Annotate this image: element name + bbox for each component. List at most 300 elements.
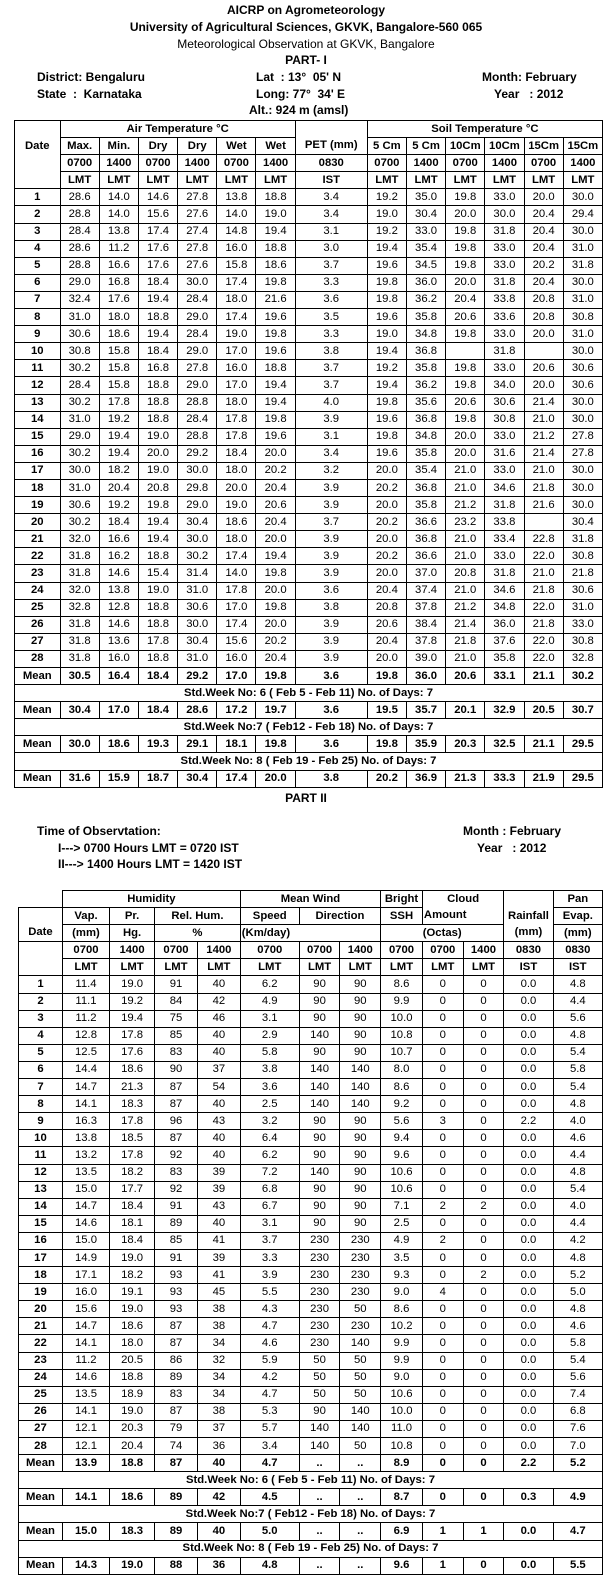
wet-1400-cell: 19.0 [256,206,295,223]
rel-hum-1400-cell: 39 [197,1249,240,1266]
vap-pressure-cell: 12.1 [62,1420,109,1437]
wet-1400-mean: 19.7 [256,702,295,719]
rel-hum-1400-cell: 36 [197,1438,240,1455]
max-temp-cell: 31.0 [60,479,99,496]
wet-0700-cell: 16.0 [217,240,256,257]
soil-5cm-1400-cell: 34.8 [406,326,445,343]
vap-pressure-mean: 13.9 [62,1455,109,1472]
part1-temperature-table [14,120,603,788]
cloud-1400-mean: 0 [463,1489,504,1506]
cloud-1400-mean: 0 [463,1455,504,1472]
wind-speed-cell: 5.9 [240,1352,299,1369]
dry-1400-cell: 31.4 [178,565,217,582]
date-cell: 21 [19,1318,63,1335]
rel-hum-0700-cell: 83 [155,1164,198,1181]
ssh-cell: 8.6 [381,976,423,993]
date-cell: 1 [15,189,61,206]
wet-1400-cell: 19.6 [256,428,295,445]
rainfall-mean: 2.2 [504,1455,553,1472]
wind-dir-1400-cell: 230 [340,1318,381,1335]
wet-1400-header: Wet [256,138,295,155]
rel-hum-0700-cell: 75 [155,1010,198,1027]
rel-hum-0700-cell: 89 [155,1369,198,1386]
rel-hum-1400-mean: 42 [197,1489,240,1506]
soil-10cm-1400-cell: 31.8 [485,223,524,240]
rainfall-cell: 0.0 [504,1181,553,1198]
pan-evap-cell: 4.8 [553,1096,602,1113]
wind-speed-time: 0700 [240,942,299,959]
rel-hum-1400-cell: 40 [197,1147,240,1164]
min-temp-cell: 18.0 [99,309,138,326]
rainfall-mean: 0.0 [504,1523,553,1540]
table-row [19,1386,603,1403]
wet-0700-cell: 17.4 [217,274,256,291]
wind-speed-cell: 2.9 [240,1027,299,1044]
wet-0700-cell: 14.0 [217,206,256,223]
soil-15cm-1400-cell: 32.8 [563,650,602,667]
rel-hum-0700-cell: 90 [155,1061,198,1078]
rainfall-header: Rainfall [504,908,553,925]
soil-10cm-1400-cell: 31.8 [485,565,524,582]
soil-10cm-1400-mean: 32.9 [485,702,524,719]
max-temp-cell: 28.8 [60,206,99,223]
min-temp-cell: 14.0 [99,189,138,206]
ssh-cell: 2.5 [381,1215,423,1232]
cloud-1400-mean: 1 [463,1523,504,1540]
min-temp-cell: 18.2 [99,462,138,479]
date-cell: 8 [15,309,61,326]
table-row [15,462,603,479]
observation-title: Meteorological Observation at GKVK, Bangalore [177,37,435,51]
pet-cell: 3.9 [295,411,367,428]
mean-label: Mean [15,736,61,753]
wind-dir-1400-cell: 90 [340,976,381,993]
soil-15cm-1400-cell: 33.0 [563,616,602,633]
table-row [15,599,603,616]
min-temp-cell: 13.6 [99,633,138,650]
rainfall-cell: 0.0 [504,1147,553,1164]
wind-speed-cell: 5.3 [240,1403,299,1420]
date-header-blank-p2b [19,959,63,976]
vap-pressure-cell: 14.7 [62,1079,109,1096]
wind-dir-0700-cell: 90 [299,1147,340,1164]
cloud-0700-cell: 0 [422,1130,463,1147]
vap-pressure-cell: 11.2 [62,1352,109,1369]
max-temp-cell: 31.8 [60,616,99,633]
wind-speed-cell: 3.6 [240,1079,299,1096]
soil-15cm-0700-cell: 20.0 [524,326,563,343]
dry-0700-header: Dry [138,138,177,155]
pressure-hg-cell: 18.9 [110,1386,155,1403]
table-row [15,565,603,582]
date-cell: 24 [15,582,61,599]
soil-5cm-1400-cell: 35.8 [406,445,445,462]
wet-1400-cell: 19.6 [256,309,295,326]
cloud-0700-cell: 0 [422,1420,463,1437]
wind-speed-cell: 4.9 [240,993,299,1010]
wind-dir-0700-cell: 90 [299,1010,340,1027]
rel-hum-0700-time-ref: LMT [155,959,198,976]
wind-dir-0700-cell: 230 [299,1267,340,1284]
soil-15cm-0700-cell: 21.4 [524,394,563,411]
dry-1400-cell: 30.4 [178,514,217,531]
vap-pressure-cell: 14.1 [62,1403,109,1420]
longitude-label: Long: 77° 34' E [256,87,346,101]
dry-1400-cell: 28.4 [178,411,217,428]
soil-10cm-1400-cell: 30.6 [485,394,524,411]
rel-hum-1400-cell: 46 [197,1010,240,1027]
soil-10cm-0700-cell: 21.4 [446,616,485,633]
max-temp-time: 0700 [60,155,99,172]
vap-pressure-mean: 14.1 [62,1489,109,1506]
vap-pressure-cell: 14.6 [62,1369,109,1386]
min-temp-cell: 15.8 [99,360,138,377]
rel-hum-0700-mean: 87 [155,1455,198,1472]
soil-10cm-1400-cell: 33.0 [485,189,524,206]
soil-5cm-0700-cell: 20.0 [367,462,406,479]
wind-speed-cell: 7.2 [240,1164,299,1181]
wind-dir-1400-cell: 140 [340,1079,381,1096]
wet-1400-cell: 21.6 [256,291,295,308]
wind-dir-0700-cell: 140 [299,1061,340,1078]
wet-0700-cell: 15.6 [217,633,256,650]
rel-hum-1400-cell: 40 [197,1215,240,1232]
dry-1400-cell: 29.2 [178,445,217,462]
soil-15cm-0700-cell: 22.0 [524,599,563,616]
soil-15cm-0700-cell: 20.8 [524,309,563,326]
wind-dir-0700-cell: 90 [299,1130,340,1147]
mean-row [15,668,603,685]
ssh-cell: 5.6 [381,1113,423,1130]
rainfall-cell: 0.0 [504,1284,553,1301]
pan-evap-cell: 5.8 [553,1335,602,1352]
rainfall-cell: 0.0 [504,1301,553,1318]
table-row [19,1198,603,1215]
cloud-0700-cell: 0 [422,1249,463,1266]
cloud-1400-cell: 0 [463,1284,504,1301]
soil-10cm-1400-cell: 33.0 [485,360,524,377]
max-temp-cell: 31.8 [60,548,99,565]
soil-15cm-0700-cell: 21.0 [524,462,563,479]
soil-5cm-0700-cell: 19.2 [367,189,406,206]
soil-10cm-0700-cell: 19.8 [446,411,485,428]
soil-5cm-1400-cell: 35.8 [406,497,445,514]
date-cell: 22 [15,548,61,565]
date-header-blank-2 [15,172,61,189]
soil-10cm-0700-header: 10Cm [446,138,485,155]
cloud-unit: (Octas) [381,925,504,942]
pan-evap-cell: 4.2 [553,1232,602,1249]
soil-15cm-1400-cell: 30.0 [563,223,602,240]
soil-15cm-0700-time-ref: LMT [524,172,563,189]
dry-1400-time: 1400 [178,155,217,172]
date-cell: 28 [15,650,61,667]
date-cell: 18 [19,1267,63,1284]
soil-5cm-1400-cell: 36.2 [406,377,445,394]
soil-10cm-1400-cell: 35.8 [485,650,524,667]
dry-1400-mean: 30.4 [178,770,217,787]
date-cell: 16 [19,1232,63,1249]
table-row [15,206,603,223]
wet-1400-cell: 19.4 [256,223,295,240]
date-cell: 11 [19,1147,63,1164]
cloud-0700-mean: 1 [422,1523,463,1540]
pan-evap-cell: 4.8 [553,1301,602,1318]
cloud-1400-cell: 2 [463,1198,504,1215]
wind-speed-cell: 4.3 [240,1301,299,1318]
corner-blank [19,891,63,908]
soil-5cm-0700-cell: 20.0 [367,650,406,667]
soil-5cm-1400-cell: 36.8 [406,343,445,360]
wind-dir-0700-mean: .. [299,1489,340,1506]
rel-hum-1400-cell: 37 [197,1420,240,1437]
wind-speed-cell: 6.8 [240,1181,299,1198]
mean-wind-header: Mean Wind [240,891,380,908]
wind-dir-1400-cell: 90 [340,1044,381,1061]
wind-dir-0700-mean: .. [299,1557,340,1574]
date-cell: 11 [15,360,61,377]
dry-0700-cell: 19.0 [138,428,177,445]
wind-dir-1400-cell: 50 [340,1369,381,1386]
rel-hum-0700-cell: 91 [155,1198,198,1215]
rainfall-cell: 0.0 [504,1079,553,1096]
vap-pressure-cell: 14.6 [62,1215,109,1232]
soil-10cm-1400-mean: 33.1 [485,668,524,685]
pet-cell: 3.9 [295,497,367,514]
wind-unit: (Km/day) [240,925,380,942]
min-temp-cell: 15.8 [99,377,138,394]
pan-evap-cell: 5.4 [553,1181,602,1198]
cloud-1400-cell: 0 [463,1096,504,1113]
wind-dir-1400-cell: 140 [340,1061,381,1078]
wind-dir-0700-cell: 50 [299,1369,340,1386]
soil-10cm-1400-mean: 33.3 [485,770,524,787]
pressure-hg-cell: 19.0 [110,1249,155,1266]
cloud-1400-time-ref: LMT [463,959,504,976]
date-header-blank [15,155,61,172]
soil-5cm-0700-cell: 19.4 [367,343,406,360]
rel-hum-1400-cell: 54 [197,1079,240,1096]
dry-0700-cell: 19.4 [138,291,177,308]
pressure-hg-cell: 17.8 [110,1147,155,1164]
pressure-hg-time-ref: LMT [110,959,155,976]
pet-cell: 3.7 [295,377,367,394]
wet-0700-cell: 14.8 [217,223,256,240]
wet-0700-mean: 17.2 [217,702,256,719]
max-temp-mean: 30.5 [60,668,99,685]
soil-10cm-0700-cell: 19.8 [446,189,485,206]
pan-evap-cell: 4.8 [553,976,602,993]
soil-10cm-1400-cell: 33.4 [485,531,524,548]
speed-header: Speed [240,908,299,925]
soil-5cm-1400-cell: 35.4 [406,240,445,257]
soil-5cm-1400-cell: 34.8 [406,428,445,445]
wind-dir-1400-mean: .. [340,1455,381,1472]
soil-15cm-0700-mean: 20.5 [524,702,563,719]
rel-hum-0700-cell: 87 [155,1335,198,1352]
rel-hum-0700-cell: 89 [155,1215,198,1232]
date-header-blank-p2 [19,942,63,959]
date-cell: 27 [19,1420,63,1437]
date-cell: 8 [19,1096,63,1113]
rel-hum-1400-cell: 40 [197,1130,240,1147]
wet-1400-cell: 20.0 [256,616,295,633]
soil-5cm-1400-time: 1400 [406,155,445,172]
min-temp-header: Min. [99,138,138,155]
pet-header-top [295,121,367,138]
date-cell: 27 [15,633,61,650]
min-temp-time: 1400 [99,155,138,172]
pet-cell: 3.0 [295,240,367,257]
table-row [19,1010,603,1027]
cloud-0700-cell: 0 [422,1096,463,1113]
rainfall-cell: 0.0 [504,1027,553,1044]
wet-1400-cell: 20.4 [256,650,295,667]
dry-1400-cell: 30.0 [178,616,217,633]
wind-speed-cell: 5.5 [240,1284,299,1301]
soil-5cm-1400-cell: 36.2 [406,291,445,308]
soil-10cm-1400-cell: 30.8 [485,411,524,428]
rel-hum-1400-cell: 40 [197,976,240,993]
cloud-1400-cell: 0 [463,1147,504,1164]
wind-dir-0700-cell: 140 [299,1096,340,1113]
pet-cell: 3.4 [295,445,367,462]
ssh-mean: 9.6 [381,1557,423,1574]
std-week-label: Std.Week No: 6 ( Feb 5 - Feb 11) No. of Days: 7 [19,1472,603,1489]
wet-1400-mean: 19.8 [256,668,295,685]
date-cell: 7 [15,291,61,308]
soil-10cm-1400-cell: 33.0 [485,462,524,479]
wind-dir-1400-cell: 50 [340,1438,381,1455]
date-cell: 16 [15,445,61,462]
rainfall-cell: 0.0 [504,1198,553,1215]
soil-15cm-1400-cell: 31.0 [563,240,602,257]
wind-speed-cell: 2.5 [240,1096,299,1113]
date-cell: 3 [19,1010,63,1027]
soil-10cm-0700-cell: 21.2 [446,599,485,616]
rel-hum-1400-cell: 43 [197,1113,240,1130]
cloud-0700-cell: 0 [422,1027,463,1044]
observation-time-2: II---> 1400 Hours LMT = 1420 IST [58,857,243,871]
pet-cell: 3.1 [295,223,367,240]
direction-header: Direction [299,908,380,925]
pressure-hg-cell: 20.5 [110,1352,155,1369]
cloud-1400-mean: 0 [463,1557,504,1574]
dry-0700-cell: 14.6 [138,189,177,206]
rainfall-cell: 0.0 [504,1010,553,1027]
soil-5cm-1400-cell: 35.6 [406,394,445,411]
rainfall-cell: 0.0 [504,1267,553,1284]
dry-0700-cell: 18.8 [138,377,177,394]
wind-dir-0700-cell: 140 [299,1079,340,1096]
date-cell: 1 [19,976,63,993]
date-cell: 9 [15,326,61,343]
table-row [19,1403,603,1420]
wind-speed-cell: 3.9 [240,1267,299,1284]
ssh-cell: 11.0 [381,1420,423,1437]
pan-evap-mean: 4.7 [553,1523,602,1540]
rel-hum-1400-time: 1400 [197,942,240,959]
rel-hum-0700-cell: 86 [155,1352,198,1369]
mean-row [15,702,603,719]
dry-0700-mean: 19.3 [138,736,177,753]
cloud-0700-cell: 0 [422,1335,463,1352]
dry-0700-cell: 18.4 [138,274,177,291]
soil-15cm-1400-mean: 30.7 [563,702,602,719]
vap-pressure-cell: 13.5 [62,1386,109,1403]
wet-0700-cell: 18.0 [217,291,256,308]
observation-time-1: I---> 0700 Hours LMT = 0720 IST [58,841,239,855]
vap-pressure-cell: 12.8 [62,1027,109,1044]
wet-1400-cell: 20.0 [256,531,295,548]
min-temp-cell: 12.8 [99,599,138,616]
vap-pressure-mean: 14.3 [62,1557,109,1574]
min-temp-cell: 16.8 [99,274,138,291]
rel-hum-1400-cell: 42 [197,993,240,1010]
wind-dir-1400-time: 1400 [340,942,381,959]
pressure-hg-cell: 18.1 [110,1215,155,1232]
cloud-1400-cell: 0 [463,1369,504,1386]
wind-speed-cell: 5.7 [240,1420,299,1437]
date-cell: 7 [19,1079,63,1096]
date-cell: 26 [15,616,61,633]
pressure-hg-cell: 17.8 [110,1027,155,1044]
pan-evap-cell: 4.4 [553,1147,602,1164]
wet-0700-time: 0700 [217,155,256,172]
wind-dir-0700-cell: 90 [299,1044,340,1061]
dry-1400-time-ref: LMT [178,172,217,189]
wet-0700-cell: 14.0 [217,565,256,582]
soil-5cm-0700-cell: 20.4 [367,582,406,599]
table-row [15,309,603,326]
date-cell: 23 [19,1352,63,1369]
min-temp-mean: 16.4 [99,668,138,685]
max-temp-cell: 28.6 [60,240,99,257]
dry-1400-cell: 28.8 [178,394,217,411]
date-cell: 21 [15,531,61,548]
soil-5cm-0700-cell: 20.4 [367,633,406,650]
time-of-observation-label: Time of Observtation: [37,824,161,838]
cloud-0700-cell: 0 [422,1318,463,1335]
min-temp-mean: 17.0 [99,702,138,719]
wind-dir-1400-cell: 90 [340,1113,381,1130]
wind-speed-cell: 6.2 [240,1147,299,1164]
max-temp-mean: 30.4 [60,702,99,719]
cloud-1400-cell: 0 [463,1249,504,1266]
dry-0700-cell: 19.4 [138,531,177,548]
pan-evap-mean: 5.2 [553,1455,602,1472]
date-cell: 13 [19,1181,63,1198]
soil-5cm-1400-cell: 36.8 [406,479,445,496]
cloud-0700-cell: 2 [422,1198,463,1215]
soil-10cm-0700-cell: 21.0 [446,479,485,496]
wind-speed-cell: 6.4 [240,1130,299,1147]
soil-10cm-0700-cell: 21.0 [446,548,485,565]
soil-10cm-0700-cell: 19.8 [446,326,485,343]
table-row [15,326,603,343]
soil-15cm-1400-cell: 31.8 [563,531,602,548]
ssh-cell: 9.9 [381,1335,423,1352]
wind-dir-1400-cell: 90 [340,1130,381,1147]
cloud-1400-cell: 0 [463,1438,504,1455]
soil-15cm-1400-cell: 31.0 [563,326,602,343]
soil-15cm-1400-header: 15Cm [563,138,602,155]
wind-dir-1400-cell: 90 [340,1027,381,1044]
vap-pressure-cell: 14.7 [62,1198,109,1215]
cloud-1400-cell: 0 [463,1113,504,1130]
soil-5cm-0700-cell: 19.0 [367,326,406,343]
rel-hum-unit: % [155,925,241,942]
